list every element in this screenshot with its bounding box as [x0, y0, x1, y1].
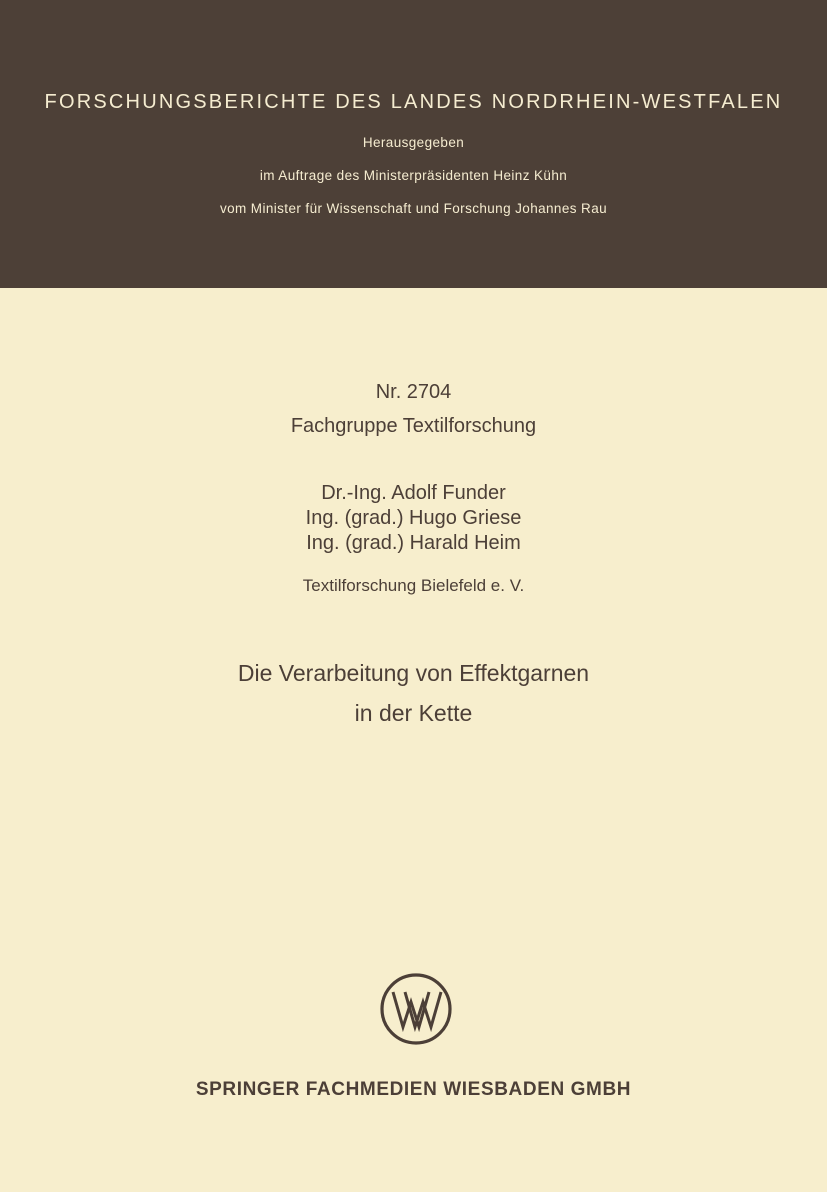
author: Ing. (grad.) Hugo Griese	[305, 507, 522, 529]
series-title: FORSCHUNGSBERICHTE DES LANDES NORDRHEIN-WESTFALEN	[44, 91, 783, 113]
author: Ing. (grad.) Harald Heim	[306, 532, 521, 554]
header-band	[0, 0, 827, 288]
author: Dr.-Ing. Adolf Funder	[321, 482, 506, 504]
editor-line-auftrag: im Auftrage des Ministerpräsidenten Heinz Kühn	[259, 168, 568, 183]
editor-line-herausgegeben: Herausgegeben	[362, 135, 465, 150]
report-number: Nr. 2704	[375, 381, 452, 403]
westdeutscher-verlag-ww-logo-icon	[379, 972, 453, 1046]
book-title-line-2: in der Kette	[354, 700, 473, 726]
book-title-line-1: Die Verarbeitung von Effektgarnen	[237, 660, 590, 686]
subject-group: Fachgruppe Textilforschung	[290, 415, 537, 437]
editor-line-minister: vom Minister für Wissenschaft und Forschung Johannes Rau	[219, 201, 608, 216]
publisher-name: SPRINGER FACHMEDIEN WIESBADEN GMBH	[195, 1079, 632, 1100]
institute: Textilforschung Bielefeld e. V.	[302, 576, 525, 595]
